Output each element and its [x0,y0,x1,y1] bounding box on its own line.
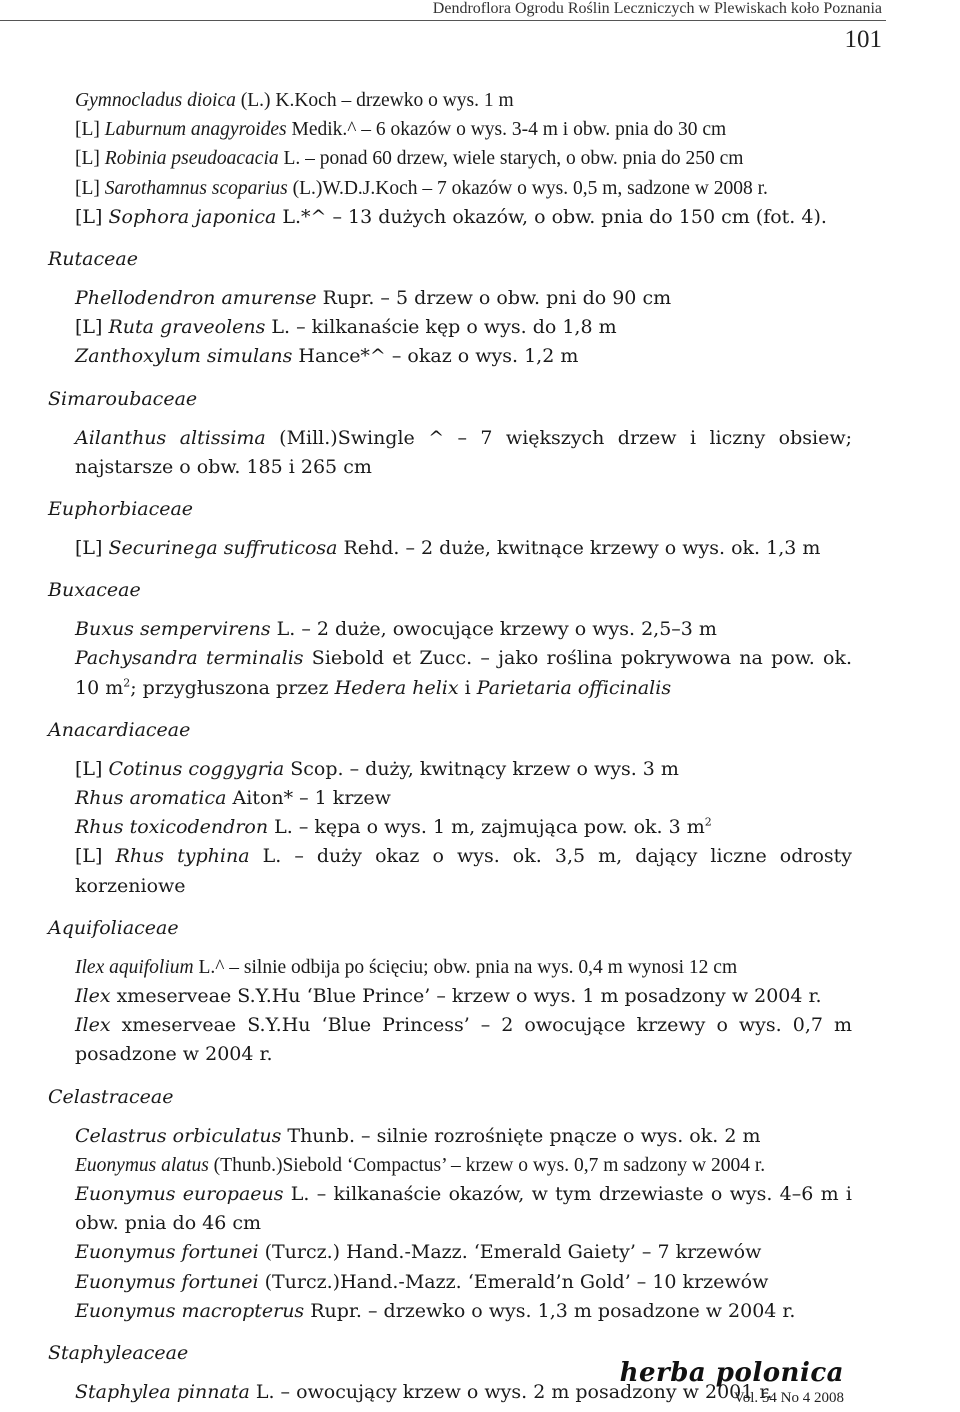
species-entry: Buxus sempervirens L. – 2 duże, owocujące krzewy o wys. 2,5–3 m [75,618,717,641]
species-entry: Ilex xmeserveae S.Y.Hu ‘Blue Prince’ – krzew o wys. 1 m posadzony w 2004 r. [75,985,822,1008]
running-head: Dendroflora Ogrodu Roślin Leczniczych w Plewiskach koło Poznania [432,0,882,17]
species-entry: [L] Ruta graveolens L. – kilkanaście kęp o wys. do 1,8 m [75,316,617,339]
species-entry: Staphylea pinnata L. – owocujący krzew o wys. 2 m posadzony w 2001 r. [75,1381,773,1404]
family-heading: Simaroubaceae [48,387,198,410]
family-heading: Buxaceae [48,579,141,602]
species-entry: Rhus toxicodendron L. – kępa o wys. 1 m, zajmująca pow. ok. 3 $m^2$ [75,815,712,839]
family-heading: Rutaceae [48,248,138,271]
species-entry: [L] Rhus typhina L. – duży okaz o wys. ok. 3,5 m, dający liczne odrosty korzeniowe [75,845,853,897]
page-number: 101 [844,26,882,53]
species-entry: Ilex xmeserveae S.Y.Hu ‘Blue Princess’ – 2 owocujące krzewy o wys. 0,7 m posadzone w 2004 r. [75,1014,852,1066]
species-entry: Euonymus macropterus Rupr. – drzewko o wys. 1,3 m posadzone w 2004 r. [75,1299,796,1322]
species-entry: Euonymus alatus (Thunb.)Siebold ‘Compactus’ – krzew o wys. 0,7 m sadzony w 2004 r. [75,1154,766,1176]
species-entry: [L] Securinega suffruticosa Rehd. – 2 duże, kwitnące krzewy o wys. ok. 1,3 m [75,537,821,560]
species-entry: [L] Cotinus coggygria Scop. – duży, kwitnący krzew o wys. 3 m [75,757,679,780]
family-heading: Celastraceae [48,1085,174,1108]
header-rule [0,20,886,21]
species-entry: Rhus aromatica Aiton* – 1 krzew [75,787,391,810]
species-entry: Ilex aquifolium L.^ – silnie odbija po ścięciu; obw. pnia na wys. 0,4 m wynosi 12 cm [75,956,738,978]
volume-info: Vol. 54 No 4 2008 [733,1390,844,1406]
species-entry: Euonymus fortunei (Turcz.)Hand.-Mazz. ‘Emerald’n Gold’ – 10 krzewów [75,1270,769,1293]
family-heading: Euphorbiaceae [48,498,194,521]
species-entry: Phellodendron amurense Rupr. – 5 drzew o obw. pni do 90 cm [75,287,672,310]
family-heading: Aquifoliaceae [48,916,179,939]
species-entry: Pachysandra terminalis Siebold et Zucc. – jako roślina pokrywowa na pow. ok. 10 $m^2$; przygłuszona przez Hedera helix i Parietaria officinalis [75,647,852,699]
species-entry: [L] Robinia pseudoacacia L. – ponad 60 drzew, wiele starych, o obw. pnia do 250 cm [75,148,744,170]
species-list [48,86,852,1407]
species-entry: [L] Sophora japonica L.*^ – 13 dużych okazów, o obw. pnia do 150 cm (fot. 4). [75,205,827,228]
species-entry: [L] Sarothamnus scoparius (L.)W.D.J.Koch – 7 okazów o wys. 0,5 m, sadzone w 2008 r. [75,177,768,199]
species-entry: Euonymus fortunei (Turcz.) Hand.-Mazz. ‘Emerald Gaiety’ – 7 krzewów [75,1241,762,1264]
journal-logo: herba polonica [619,1358,844,1388]
species-entry: Celastrus orbiculatus Thunb. – silnie rozrośnięte pnącze o wys. ok. 2 m [75,1124,761,1147]
species-entry: Euonymus europaeus L. – kilkanaście okazów, w tym drzewiaste o wys. 4–6 m i obw. pnia do 46 cm [75,1183,852,1235]
species-entry: Ailanthus altissima (Mill.)Swingle ^ – 7 większych drzew i liczny obsiew; najstarsze o obw. 185 i 265 cm [75,426,852,478]
family-heading: Anacardiaceae [48,718,191,741]
species-entry: Zanthoxylum simulans Hance*^ – okaz o wys. 1,2 m [75,345,579,368]
species-entry: Gymnocladus dioica (L.) K.Koch – drzewko o wys. 1 m [75,90,514,111]
family-heading: Staphyleaceae [48,1342,189,1365]
species-entry: [L] Laburnum anagyroides Medik.^ – 6 okazów o wys. 3-4 m i obw. pnia do 30 cm [75,119,727,141]
